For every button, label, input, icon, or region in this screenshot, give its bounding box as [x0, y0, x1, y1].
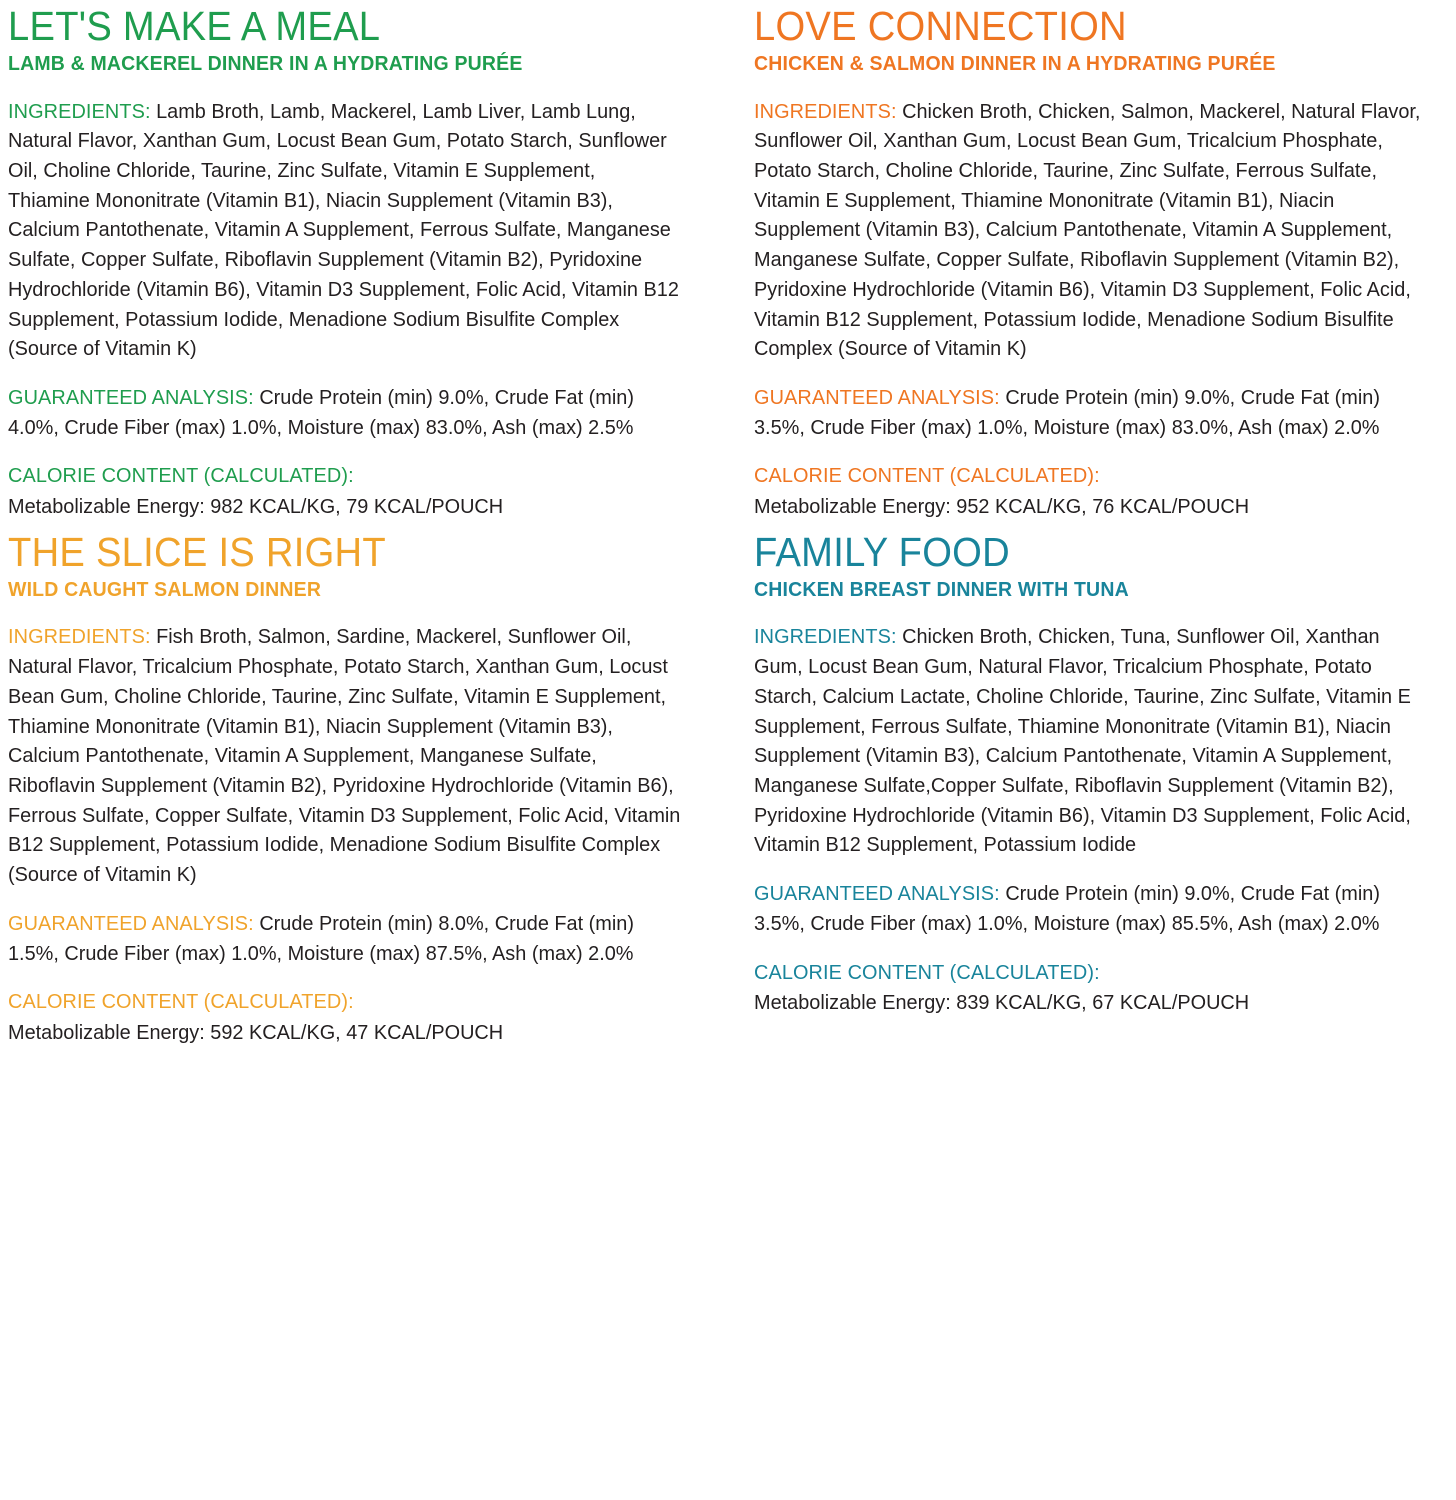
ingredients-block — [754, 97, 1427, 364]
ingredients-label: INGREDIENTS: — [754, 99, 897, 123]
ingredients-label: INGREDIENTS: — [8, 625, 151, 649]
product-subtitle: CHICKEN & SALMON DINNER IN A HYDRATING PURÉE — [754, 52, 1276, 75]
guaranteed-analysis-block — [8, 909, 681, 968]
product-title: FAMILY FOOD — [754, 528, 1010, 575]
calorie-content-text: Metabolizable Energy: 839 KCAL/KG, 67 KCAL/POUCH — [754, 991, 1250, 1015]
product-panel-lets-make-a-meal — [8, 3, 702, 522]
ingredients-block — [8, 97, 681, 364]
calorie-content-text: Metabolizable Energy: 952 KCAL/KG, 76 KCAL/POUCH — [754, 495, 1250, 519]
calorie-content-block — [8, 987, 681, 1047]
ingredients-text: Fish Broth, Salmon, Sardine, Mackerel, Sunflower Oil, Natural Flavor, Tricalcium Phosphate, Potato Starch, Xanthan Gum, Locust Bean Gum, Choline Chloride, Taurine, Zinc Sulfate, Vitamin E Supplement, Thiamine Mononitrate (Vitamin B1), Niacin Supplement (Vitamin B3), Calcium Pantothenate, Vitamin A Supplement, Manganese Sulfate, Riboflavin Supplement (Vitamin B2), Pyridoxine Hydrochloride (Vitamin B6), Ferrous Sulfate, Copper Sulfate, Vitamin D3 Supplement, Folic Acid, Vitamin B12 Supplement, Potassium Iodide, Menadione Sodium Bisulfite Complex (Source of Vitamin K) — [8, 625, 681, 887]
product-panel-family-food — [754, 528, 1448, 1048]
product-grid — [8, 3, 1448, 1048]
ingredients-block — [8, 622, 681, 889]
guaranteed-analysis-block — [8, 383, 681, 442]
ingredients-text: Lamb Broth, Lamb, Mackerel, Lamb Liver, Lamb Lung, Natural Flavor, Xanthan Gum, Locust Bean Gum, Potato Starch, Sunflower Oil, Choline Chloride, Taurine, Zinc Sulfate, Vitamin E Supplement, Thiamine Mononitrate (Vitamin B1), Niacin Supplement (Vitamin B3), Calcium Pantothenate, Vitamin A Supplement, Ferrous Sulfate, Manganese Sulfate, Copper Sulfate, Riboflavin Supplement (Vitamin B2), Pyridoxine Hydrochloride (Vitamin B6), Vitamin D3 Supplement, Folic Acid, Vitamin B12 Supplement, Potassium Iodide, Menadione Sodium Bisulfite Complex (Source of Vitamin K) — [8, 99, 679, 361]
calorie-content-text: Metabolizable Energy: 982 KCAL/KG, 79 KCAL/POUCH — [8, 495, 504, 519]
ingredients-label: INGREDIENTS: — [8, 99, 151, 123]
calorie-content-label: CALORIE CONTENT (CALCULATED): — [8, 990, 354, 1014]
guaranteed-analysis-label: GUARANTEED ANALYSIS: — [8, 911, 254, 935]
ingredients-text: Chicken Broth, Chicken, Salmon, Mackerel, Natural Flavor, Sunflower Oil, Xanthan Gum, Locust Bean Gum, Tricalcium Phosphate, Potato Starch, Choline Chloride, Taurine, Zinc Sulfate, Ferrous Sulfate, Vitamin E Supplement, Thiamine Mononitrate (Vitamin B1), Niacin Supplement (Vitamin B3), Calcium Pantothenate, Vitamin A Supplement, Manganese Sulfate, Copper Sulfate, Riboflavin Supplement (Vitamin B2), Pyridoxine Hydrochloride (Vitamin B6), Vitamin D3 Supplement, Folic Acid, Vitamin B12 Supplement, Potassium Iodide, Menadione Sodium Bisulfite Complex (Source of Vitamin K) — [754, 99, 1421, 361]
guaranteed-analysis-text: Crude Protein (min) 9.0%, Crude Fat (min) 4.0%, Crude Fiber (max) 1.0%, Moisture (max) 83.0%, Ash (max) 2.5% — [8, 385, 634, 439]
calorie-content-label: CALORIE CONTENT (CALCULATED): — [754, 464, 1100, 488]
product-subtitle: WILD CAUGHT SALMON DINNER — [8, 577, 322, 601]
guaranteed-analysis-label: GUARANTEED ANALYSIS: — [8, 385, 254, 409]
product-title: LOVE CONNECTION — [754, 3, 1127, 49]
calorie-content-label: CALORIE CONTENT (CALCULATED): — [8, 464, 354, 488]
product-panel-the-slice-is-right — [8, 528, 702, 1048]
guaranteed-analysis-text: Crude Protein (min) 9.0%, Crude Fat (min) 3.5%, Crude Fiber (max) 1.0%, Moisture (max) 83.0%, Ash (max) 2.0% — [754, 385, 1380, 439]
product-subtitle: LAMB & MACKEREL DINNER IN A HYDRATING PURÉE — [8, 52, 523, 75]
product-panel-love-connection — [754, 3, 1448, 522]
guaranteed-analysis-block — [754, 383, 1427, 442]
product-subtitle: CHICKEN BREAST DINNER WITH TUNA — [754, 577, 1129, 601]
ingredients-label: INGREDIENTS: — [754, 625, 897, 649]
product-title: LET'S MAKE A MEAL — [8, 3, 381, 49]
guaranteed-analysis-label: GUARANTEED ANALYSIS: — [754, 385, 1000, 409]
product-title: THE SLICE IS RIGHT — [8, 528, 386, 575]
guaranteed-analysis-text: Crude Protein (min) 8.0%, Crude Fat (min) 1.5%, Crude Fiber (max) 1.0%, Moisture (max) 87.5%, Ash (max) 2.0% — [8, 911, 634, 965]
calorie-content-text: Metabolizable Energy: 592 KCAL/KG, 47 KCAL/POUCH — [8, 1021, 504, 1044]
guaranteed-analysis-text: Crude Protein (min) 9.0%, Crude Fat (min) 3.5%, Crude Fiber (max) 1.0%, Moisture (max) 85.5%, Ash (max) 2.0% — [754, 882, 1380, 935]
ingredients-text: Chicken Broth, Chicken, Tuna, Sunflower Oil, Xanthan Gum, Locust Bean Gum, Natural Flavor, Tricalcium Phosphate, Potato Starch, Calcium Lactate, Choline Chloride, Taurine, Zinc Sulfate, Vitamin E Supplement, Ferrous Sulfate, Thiamine Mononitrate (Vitamin B1), Niacin Supplement (Vitamin B3), Calcium Pantothenate, Vitamin A Supplement, Manganese Sulfate,Copper Sulfate, Riboflavin Supplement (Vitamin B2), Pyridoxine Hydrochloride (Vitamin B6), Vitamin D3 Supplement, Folic Acid, Vitamin B12 Supplement, Potassium Iodide — [754, 625, 1411, 857]
ingredients-block — [754, 622, 1427, 860]
calorie-content-label: CALORIE CONTENT (CALCULATED): — [754, 960, 1100, 984]
calorie-content-block — [754, 958, 1427, 1018]
calorie-content-block — [754, 461, 1427, 521]
calorie-content-block — [8, 461, 681, 521]
guaranteed-analysis-label: GUARANTEED ANALYSIS: — [754, 882, 1000, 906]
guaranteed-analysis-block — [754, 879, 1427, 938]
